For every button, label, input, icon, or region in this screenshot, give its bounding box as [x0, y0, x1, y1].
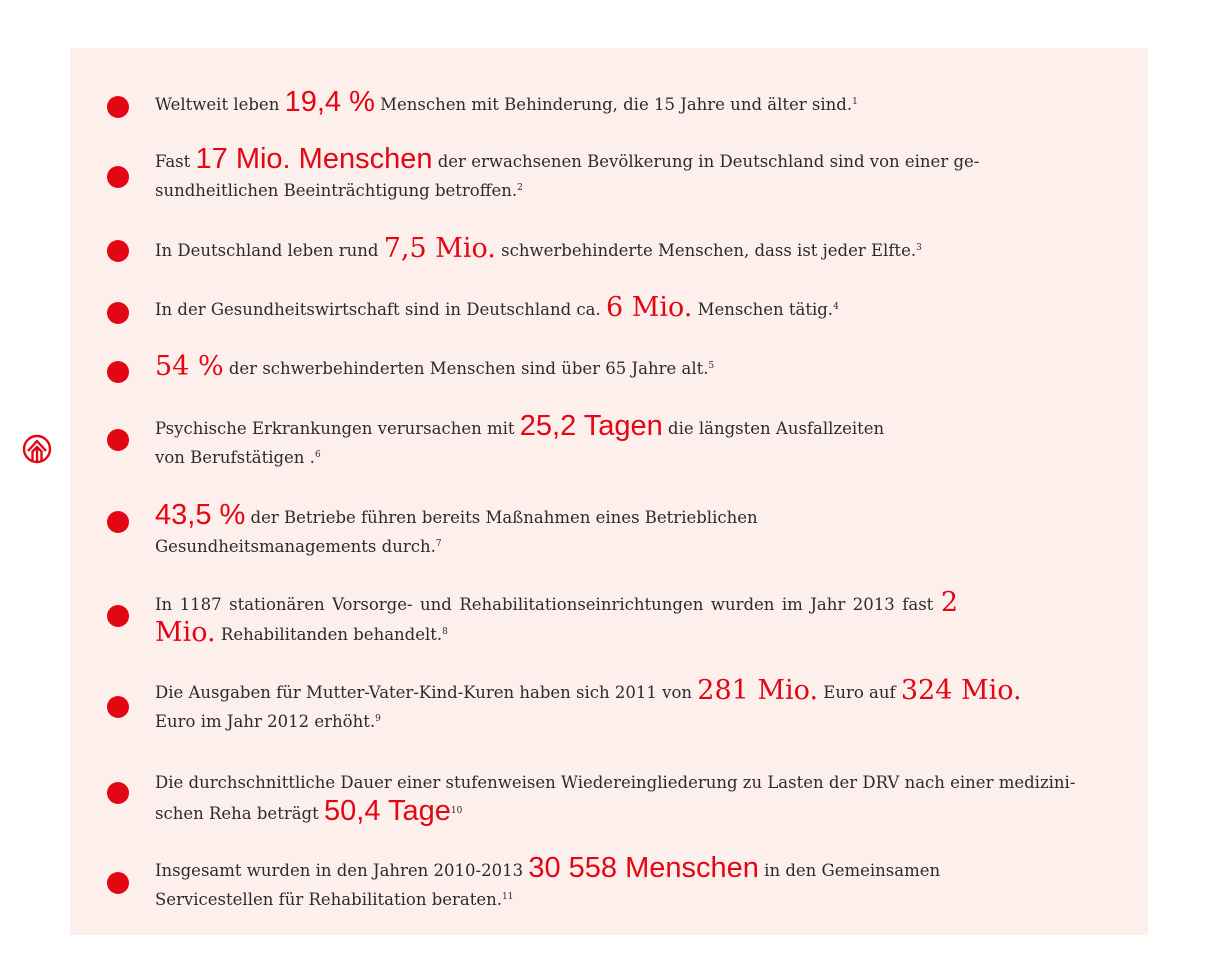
highlight-number: 25,2 Tagen: [519, 410, 663, 442]
bullet-dot-icon: [107, 166, 129, 188]
highlight-number: 7,5 Mio.: [383, 233, 496, 264]
bullet-dot-icon: [107, 696, 129, 718]
fact-text: 43,5 % der Betriebe führen bereits Maßnahmen eines Betrieblichen Gesundheitsmanagements durch.$^7$: [155, 499, 758, 556]
bullet-dot-icon: [107, 96, 129, 118]
bullet-dot-icon: [107, 361, 129, 383]
highlight-number: 17 Mio. Menschen: [195, 143, 433, 175]
highlight-number: 30 558 Menschen: [528, 852, 759, 884]
fact-text: Fast 17 Mio. Menschen der erwachsenen Bevölkerung in Deutschland sind von einer ge- sundheitlichen Beeinträchtigung betroffen.$^2$: [155, 143, 980, 200]
bullet-dot-icon: [107, 782, 129, 804]
highlight-number: 19,4 %: [284, 86, 375, 118]
fact-text: Psychische Erkrankungen verursachen mit 25,2 Tagen die längsten Ausfallzeiten von Berufstätigen .$^6$: [155, 410, 885, 467]
fact-text: In 1187 stationären Vorsorge- und Rehabilitationseinrichtungen wurden im Jahr 2013 fast 2 Mio. Rehabilitanden behandelt.$^8$: [155, 587, 958, 648]
highlight-number: 281 Mio.: [697, 675, 819, 706]
highlight-number: 2 Mio.: [155, 587, 958, 648]
fact-text: Die durchschnittliche Dauer einer stufenweisen Wiedereingliederung zu Lasten der DRV nach einer medizini- schen Reha beträgt 50,4 Tage$^{10}$: [155, 773, 1076, 827]
highlight-number: 50,4 Tage: [324, 795, 451, 827]
highlight-number: 54 %: [155, 351, 224, 382]
circular-arrow-logo-icon: [20, 432, 54, 466]
bullet-dot-icon: [107, 429, 129, 451]
highlight-number: 6 Mio.: [605, 292, 693, 323]
fact-text: Weltweit leben 19,4 % Menschen mit Behinderung, die 15 Jahre und älter sind.$^1$: [155, 86, 858, 118]
bullet-dot-icon: [107, 302, 129, 324]
fact-text: In Deutschland leben rund 7,5 Mio. schwerbehinderte Menschen, dass ist jeder Elfte.$^3$: [155, 233, 922, 264]
facts-panel: [70, 48, 1148, 935]
fact-text: 54 % der schwerbehinderten Menschen sind über 65 Jahre alt.$^5$: [155, 351, 715, 382]
fact-text: Die Ausgaben für Mutter-Vater-Kind-Kuren haben sich 2011 von 281 Mio. Euro auf 324 Mio. Euro im Jahr 2012 erhöht.$^9$: [155, 675, 1022, 731]
fact-text: In der Gesundheitswirtschaft sind in Deutschland ca. 6 Mio. Menschen tätig.$^4$: [155, 292, 839, 323]
bullet-dot-icon: [107, 240, 129, 262]
highlight-number: 324 Mio.: [900, 675, 1022, 706]
fact-text: Insgesamt wurden in den Jahren 2010-2013 30 558 Menschen in den Gemeinsamen Servicestellen für Rehabilitation beraten.$^{11}$: [155, 852, 941, 909]
highlight-number: 43,5 %: [155, 499, 246, 531]
bullet-dot-icon: [107, 872, 129, 894]
bullet-dot-icon: [107, 605, 129, 627]
bullet-dot-icon: [107, 511, 129, 533]
